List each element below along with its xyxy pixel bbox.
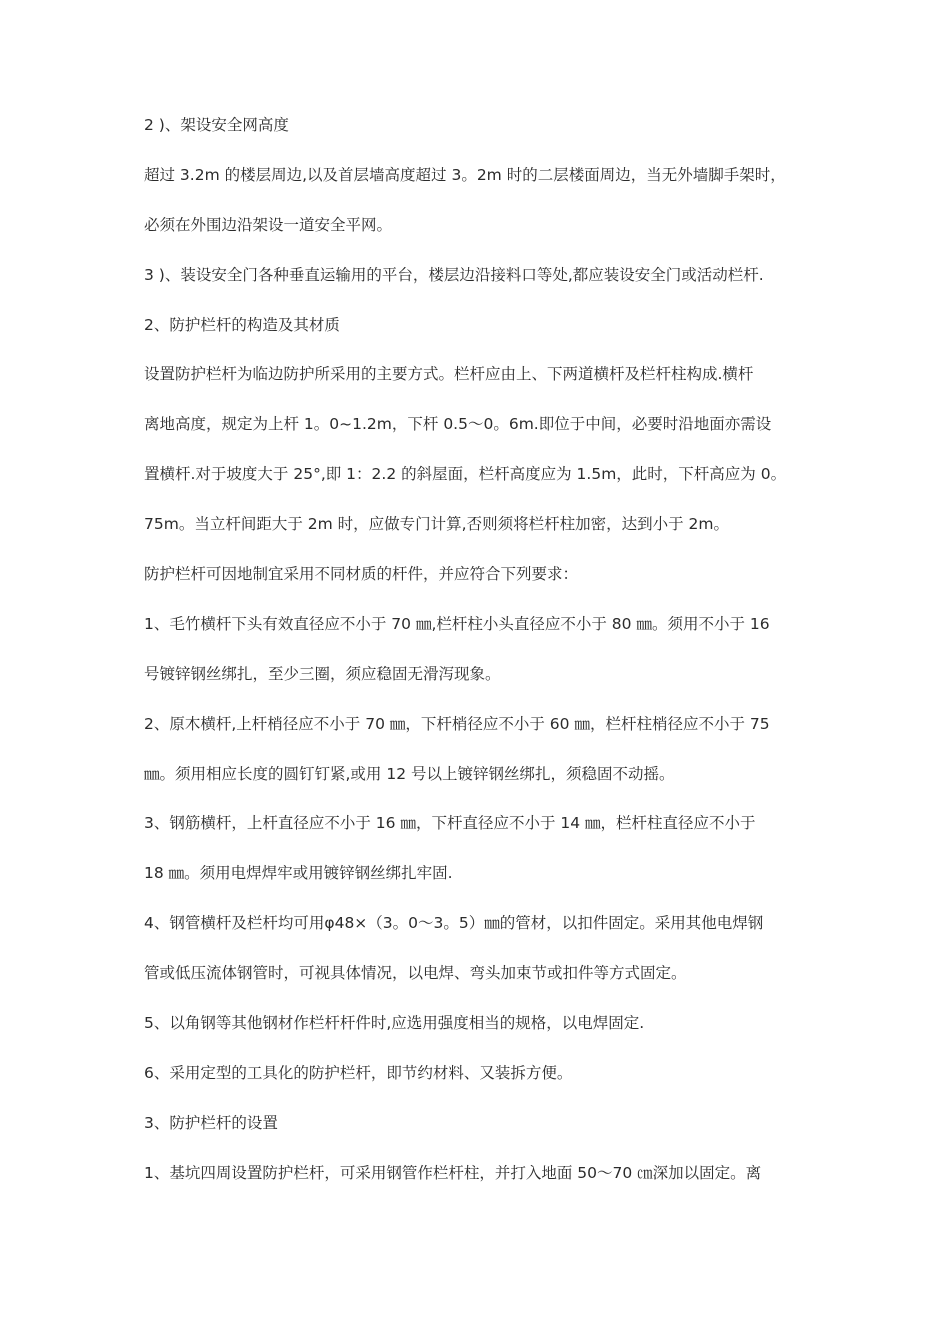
list-item-line: 管或低压流体钢管时，可视具体情况，以电焊、弯头加束节或扣件等方式固定。 bbox=[144, 964, 687, 983]
document-body bbox=[144, 112, 812, 1210]
paragraph-line: 设置防护栏杆为临边防护所采用的主要方式。栏杆应由上、下两道横杆及栏杆柱构成.横杆 bbox=[144, 365, 754, 384]
list-item-line: ㎜。须用相应长度的圆钉钉紧,或用 12 号以上镀锌钢丝绑扎，须稳固不动摇。 bbox=[144, 764, 675, 783]
list-item-line: 2、原木横杆,上杆梢径应不小于 70 ㎜，下杆梢径应不小于 60 ㎜，栏杆柱梢径应不小于 75 bbox=[144, 714, 770, 733]
paragraph-line: 3 )、装设安全门各种垂直运输用的平台，楼层边沿接料口等处,都应装设安全门或活动栏杆. bbox=[144, 265, 764, 284]
list-item-line: 3、钢筋横杆，上杆直径应不小于 16 ㎜，下杆直径应不小于 14 ㎜，栏杆柱直径应不小于 bbox=[144, 814, 756, 833]
section-heading-safety-net-height: 2 )、架设安全网高度 bbox=[144, 116, 289, 134]
section-heading-railing-setup: 3、防护栏杆的设置 bbox=[144, 1113, 278, 1132]
list-item-line: 6、采用定型的工具化的防护栏杆，即节约材料、又装拆方便。 bbox=[144, 1063, 573, 1082]
list-item-line: 5、以角钢等其他钢材作栏杆杆件时,应选用强度相当的规格，以电焊固定. bbox=[144, 1014, 645, 1033]
paragraph-line: 必须在外围边沿架设一道安全平网。 bbox=[144, 215, 393, 234]
paragraph-line: 防护栏杆可因地制宜采用不同材质的杆件，并应符合下列要求： bbox=[144, 565, 579, 584]
paragraph-line: 置横杆.对于坡度大于 25°,即 1：2.2 的斜屋面，栏杆高度应为 1.5m，此时，下杆高应为 0。 bbox=[144, 465, 787, 484]
list-item-line: 1、基坑四周设置防护栏杆，可采用钢管作栏杆柱，并打入地面 50～70 ㎝深加以固定。离 bbox=[144, 1163, 762, 1182]
list-item-line: 18 ㎜。须用电焊焊牢或用镀锌钢丝绑扎牢固. bbox=[144, 864, 453, 883]
paragraph-line: 超过 3.2m 的楼层周边,以及首层墙高度超过 3。2m 时的二层楼面周边，当无外墙脚手架时， bbox=[144, 165, 786, 184]
list-item-line: 4、钢管横杆及栏杆均可用φ48×（3。0～3。5）㎜的管材，以扣件固定。采用其他电焊钢 bbox=[144, 914, 764, 933]
paragraph-line: 离地高度，规定为上杆 1。0~1.2m，下杆 0.5～0。6m.即位于中间，必要时沿地面亦需设 bbox=[144, 415, 772, 434]
paragraph-line: 75m。当立杆间距大于 2m 时，应做专门计算,否则须将栏杆柱加密，达到小于 2m。 bbox=[144, 515, 729, 534]
list-item-line: 号镀锌钢丝绑扎，至少三圈，须应稳固无滑泻现象。 bbox=[144, 664, 501, 683]
section-heading-railing-construction: 2、防护栏杆的构造及其材质 bbox=[144, 315, 340, 334]
list-item-line: 1、毛竹横杆下头有效直径应不小于 70 ㎜,栏杆柱小头直径应不小于 80 ㎜。须用不小于 16 bbox=[144, 614, 770, 633]
